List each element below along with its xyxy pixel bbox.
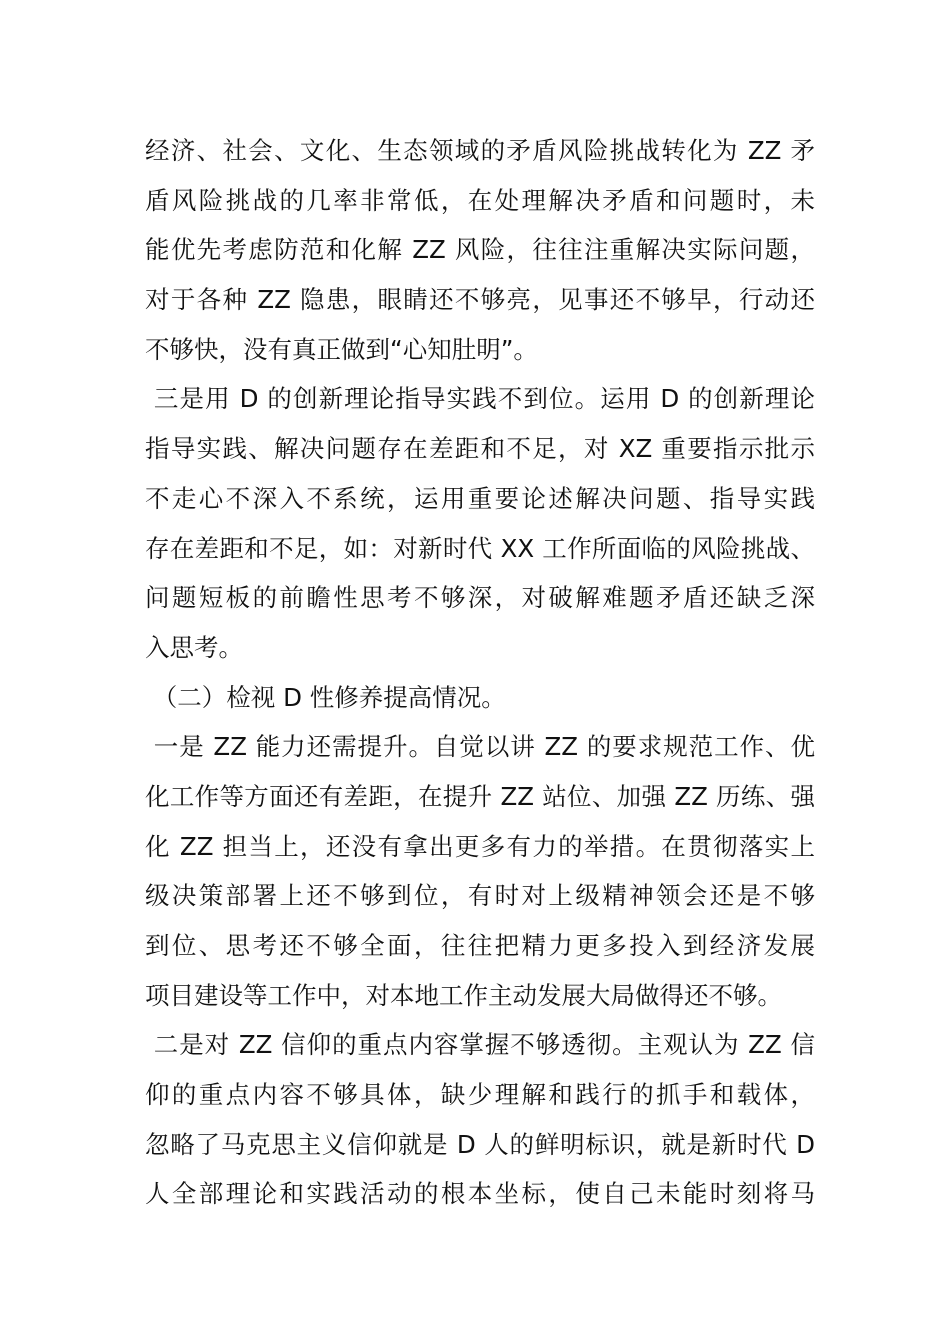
text-line: 不走心不深入不系统，运用重要论述解决问题、指导实践 — [145, 483, 815, 513]
text-line: 入思考。 — [145, 632, 243, 662]
text-line: 问题短板的前瞻性思考不够深，对破解难题矛盾还缺乏深 — [145, 583, 815, 613]
text-line: 不够快，没有真正做到“心知肚明”。 — [145, 334, 538, 364]
text-line: 仰的重点内容不够具体，缺少理解和践行的抓手和载体， — [145, 1080, 815, 1110]
text-line: 级决策部署上还不够到位，有时对上级精神领会还是不够 — [145, 881, 815, 911]
text-line: 化工作等方面还有差距，在提升 ZZ 站位、加强 ZZ 历练、强 — [145, 781, 815, 811]
text-line: 到位、思考还不够全面，往往把精力更多投入到经济发展 — [145, 931, 815, 960]
text-line: 经济、社会、文化、生态领域的矛盾风险挑战转化为 ZZ 矛 — [145, 136, 815, 165]
text-line: 对于各种 ZZ 隐患，眼睛还不够亮，见事还不够早，行动还 — [145, 285, 815, 315]
text-line: （二）检视 D 性修养提高情况。 — [145, 682, 506, 712]
text-line: 二是对 ZZ 信仰的重点内容掌握不够透彻。主观认为 ZZ 信 — [145, 1030, 815, 1060]
text-line: 指导实践、解决问题存在差距和不足，对 XZ 重要指示批示 — [145, 434, 815, 464]
text-line: 三是用 D 的创新理论指导实践不到位。运用 D 的创新理论 — [145, 384, 815, 414]
text-line: 存在差距和不足，如：对新时代 XX 工作所面临的风险挑战、 — [145, 533, 815, 563]
text-line: 化 ZZ 担当上，还没有拿出更多有力的举措。在贯彻落实上 — [145, 831, 815, 861]
text-line: 项目建设等工作中，对本地工作主动发展大局做得还不够。 — [145, 980, 782, 1010]
text-line: 一是 ZZ 能力还需提升。自觉以讲 ZZ 的要求规范工作、优 — [145, 732, 815, 762]
text-line: 盾风险挑战的几率非常低，在处理解决矛盾和问题时，未 — [145, 185, 815, 215]
text-line: 能优先考虑防范和化解 ZZ 风险，往往注重解决实际问题， — [145, 235, 815, 265]
text-line: 人全部理论和实践活动的根本坐标，使自己未能时刻将马 — [145, 1179, 815, 1209]
text-line: 忽略了马克思主义信仰就是 D 人的鲜明标识，就是新时代 D — [145, 1129, 815, 1159]
document-body — [145, 126, 815, 1219]
